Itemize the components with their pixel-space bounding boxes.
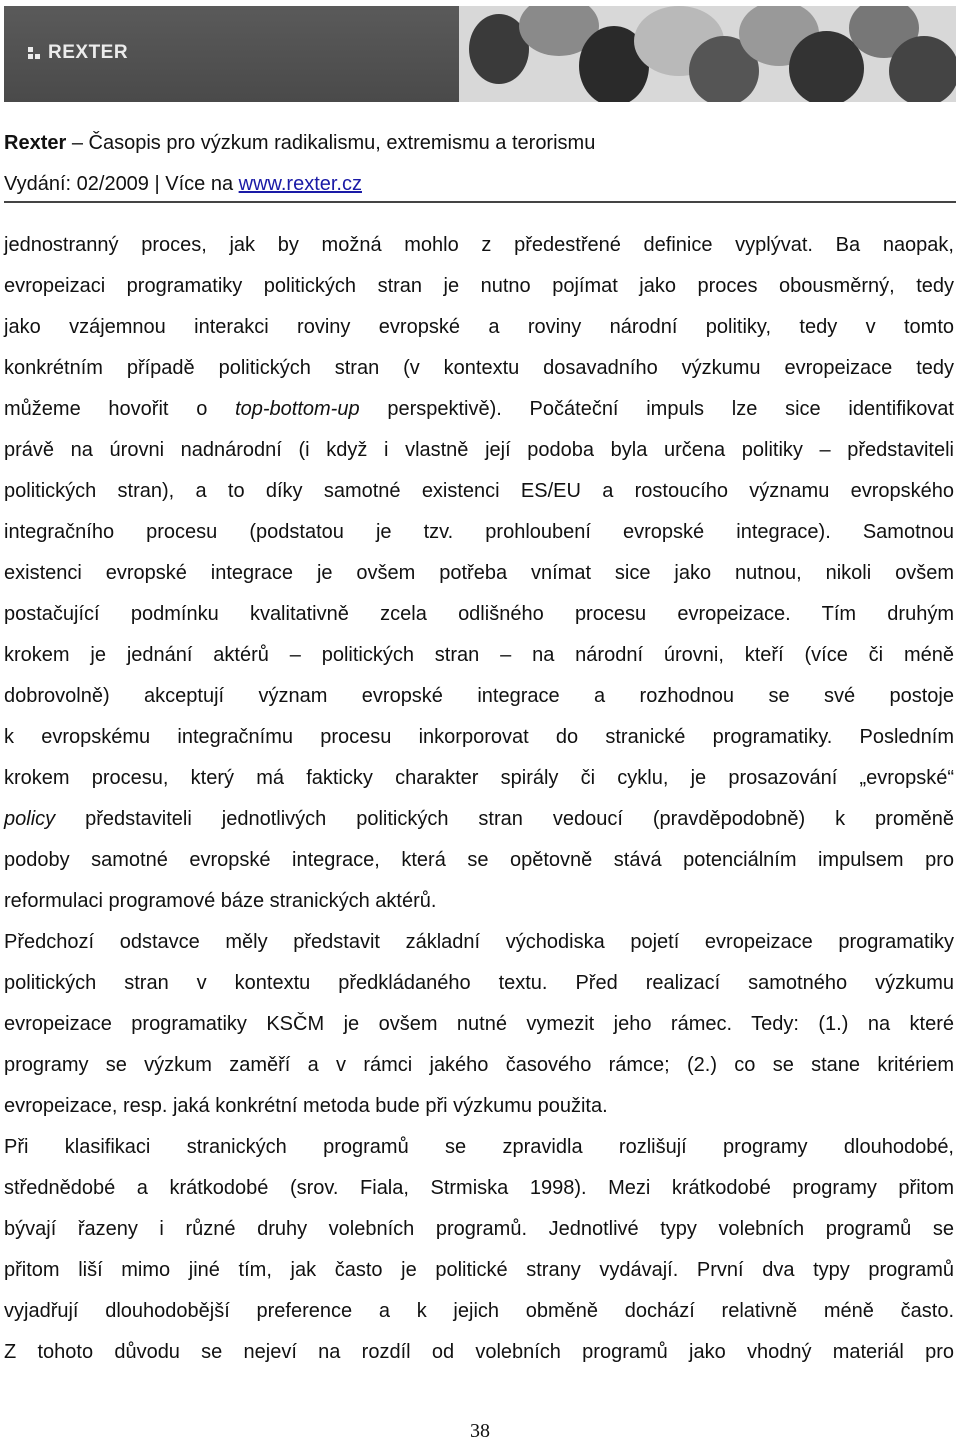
text-line: bývají řazeny i různé druhy volebních programů. Jednotlivé typy volebních programů se bbox=[4, 1218, 954, 1240]
issue-line bbox=[4, 171, 362, 197]
text-line: politických stran), a to díky samotné existenci ES/EU a rostoucího významu evropského bbox=[4, 480, 954, 502]
website-link[interactable]: www.rexter.cz bbox=[238, 173, 362, 195]
crowd-photo-icon bbox=[459, 6, 956, 102]
text-span: představiteli jednotlivých politických stran vedoucí (pravděpodobně) k proměně bbox=[55, 808, 954, 830]
banner-logo-area bbox=[4, 6, 459, 102]
text-line bbox=[4, 806, 954, 832]
italic-term: top-bottom-up bbox=[235, 398, 360, 420]
logo-mark-icon bbox=[28, 47, 40, 59]
text-span: perspektivě). Počáteční impuls lze sice identifikovat bbox=[359, 398, 954, 420]
banner bbox=[4, 6, 956, 102]
text-line: evropeizace programatiky KSČM je ovšem nutné vymezit jeho rámec. Tedy: (1.) na které bbox=[4, 1013, 954, 1035]
text-line: přitom liší mimo jiné tím, jak často je politické strany vydávají. První dva typy programů bbox=[4, 1259, 954, 1281]
text-line: evropeizaci programatiky politických stran je nutno pojímat jako proces obousměrný, tedy bbox=[4, 275, 954, 297]
page-number: 38 bbox=[470, 1420, 490, 1442]
journal-subtitle: Časopis pro výzkum radikalismu, extremismu a terorismu bbox=[88, 132, 596, 154]
text-line: krokem je jednání aktérů – politických stran – na národní úrovni, kteří (více či méně bbox=[4, 644, 954, 666]
text-line: integračního procesu (podstatou je tzv. prohloubení evropské integrace). Samotnou bbox=[4, 521, 954, 543]
title-dash: – bbox=[66, 132, 89, 154]
text-line: jako vzájemnou interakci roviny evropské a roviny národní politiky, tedy v tomto bbox=[4, 316, 954, 338]
text-line: jednostranný proces, jak by možná mohlo z předestřené definice vyplývat. Ba naopak, bbox=[4, 234, 954, 256]
text-line: k evropskému integračnímu procesu inkorporovat do stranické programatiky. Posledním bbox=[4, 726, 954, 748]
text-line: konkrétním případě politických stran (v kontextu dosavadního výzkumu evropeizace tedy bbox=[4, 357, 954, 379]
text-line: střednědobé a krátkodobé (srov. Fiala, Strmiska 1998). Mezi krátkodobé programy přitom bbox=[4, 1177, 954, 1199]
text-line: vyjadřují dlouhodobější preference a k jejich obměně dochází relativně méně často. bbox=[4, 1300, 954, 1322]
text-line: evropeizace, resp. jaká konkrétní metoda bude při výzkumu použita. bbox=[4, 1095, 608, 1117]
text-line bbox=[4, 396, 954, 422]
logo-text: REXTER bbox=[48, 42, 129, 63]
text-line: Z tohoto důvodu se nejeví na rozdíl od volebních programů jako vhodný materiál pro bbox=[4, 1341, 954, 1363]
italic-term: policy bbox=[4, 808, 56, 830]
text-line: existenci evropské integrace je ovšem potřeba vnímat sice jako nutnou, nikoli ovšem bbox=[4, 562, 954, 584]
text-line: programy se výzkum zaměří a v rámci jakého časového rámce; (2.) co se stane kritériem bbox=[4, 1054, 954, 1076]
text-line: právě na úrovni nadnárodní (i když i vlastně její podoba byla určena politiky – představiteli bbox=[4, 439, 954, 461]
text-line: krokem procesu, který má fakticky charakter spirály či cyklu, je prosazování „evropské“ bbox=[4, 767, 954, 789]
issue-text: Vydání: 02/2009 | Více na bbox=[4, 173, 239, 195]
text-line: reformulaci programové báze stranických aktérů. bbox=[4, 890, 437, 912]
rexter-logo[interactable] bbox=[28, 42, 128, 64]
journal-title bbox=[4, 130, 595, 156]
text-span: můžeme hovořit o bbox=[4, 398, 236, 420]
text-line: postačující podmínku kvalitativně zcela odlišného procesu evropeizace. Tím druhým bbox=[4, 603, 954, 625]
text-line: dobrovolně) akceptují význam evropské integrace a rozhodnou se své postoje bbox=[4, 685, 954, 707]
text-line: politických stran v kontextu předkládaného textu. Před realizací samotného výzkumu bbox=[4, 972, 954, 994]
text-line: podoby samotné evropské integrace, která se opětovně stává potenciálním impulsem pro bbox=[4, 849, 954, 871]
text-line: Při klasifikaci stranických programů se zpravidla rozlišují programy dlouhodobé, bbox=[4, 1136, 954, 1158]
text-line: Předchozí odstavce měly představit základní východiska pojetí evropeizace programatiky bbox=[4, 931, 954, 953]
header-divider bbox=[4, 201, 956, 203]
journal-name: Rexter bbox=[4, 132, 67, 154]
